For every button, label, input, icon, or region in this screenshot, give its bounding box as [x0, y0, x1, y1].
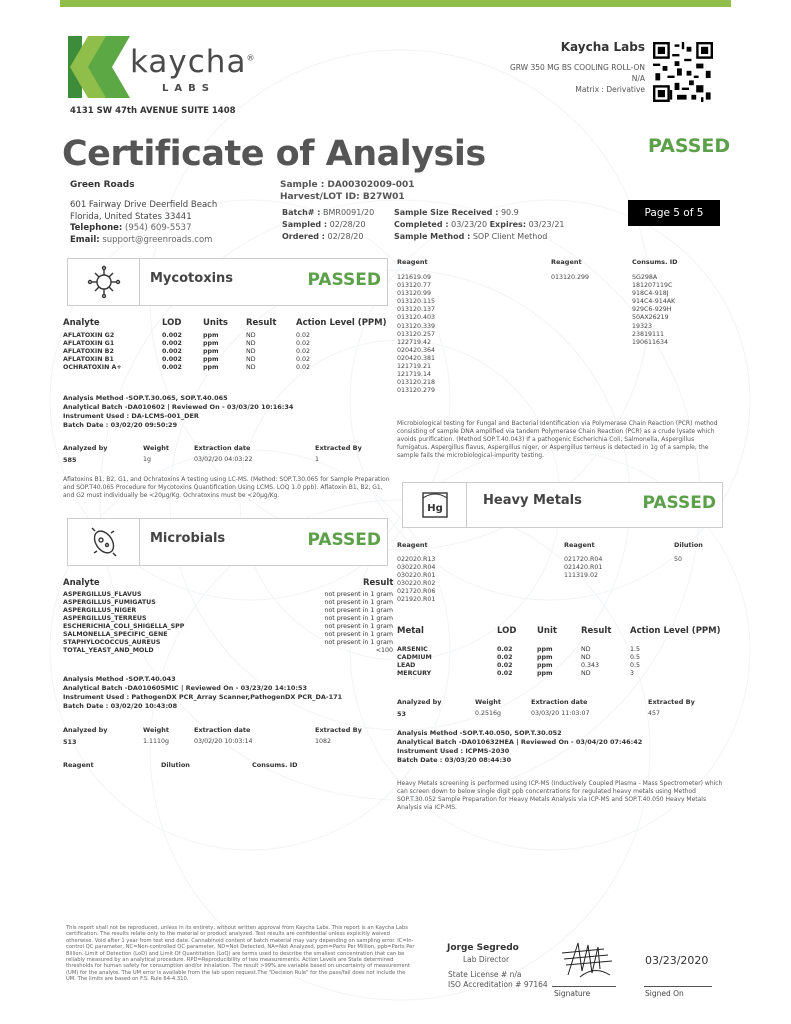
director-license: State License # n/a ISO Accreditation # 97164: [448, 970, 548, 989]
hm-header-unit: Unit: [537, 626, 557, 636]
hm-reagent-header: Reagent: [397, 541, 428, 549]
myco-header-lod: LOD: [162, 318, 182, 328]
top-accent-bar: [60, 0, 731, 7]
table-row: ASPERGILLUS_FUMIGATUS not present in 1 gram: [63, 599, 393, 606]
micro-consums-label: Consums. ID: [252, 761, 298, 769]
heavy-metals-icon-cell: [403, 483, 467, 527]
hm-header-lod: LOD: [497, 626, 517, 636]
kaycha-logo-icon: [68, 36, 130, 98]
client-address-2: Florida, United States 33441: [70, 211, 192, 222]
table-row: ASPERGILLUS_NIGER not present in 1 gram: [63, 607, 393, 614]
qr-code-icon[interactable]: [653, 42, 713, 102]
heavy-metals-table: [397, 646, 727, 678]
myco-header-action: Action Level (PPM): [296, 318, 387, 328]
table-row: SALMONELLA_SPECIFIC_GENE not present in 1 gram: [63, 631, 393, 638]
signature-line: [552, 986, 616, 987]
microbials-meta: Analysis Method -SOP.T.40.043 Analytical Batch -DA010605MIC | Reviewed On - 03/23/20 14:10:53 Instrument Used : PathogenDX PCR_Array Scanner,PathogenDX PCR_DA-171 Batch Date : 03/02/20 10:43:08: [63, 675, 343, 710]
heavy-metals-meta: Analysis Method -SOP.T.40.050, SOP.T.30.052 Analytical Batch -DA010632HEA | Reviewed On - 03/04/20 07:46:42 Instrument Used : ICPMS-2030 Batch Date : 03/03/20 08:44:30: [397, 729, 643, 764]
reagent-list: 121619.09 013120.77 013120.99 013120.115 013120.137 013120.403 013120.339 013120.257 122719.42 020420.364 020420.381 121719.21 121719.14 013120.218 013120.279: [397, 274, 436, 395]
mycotoxins-meta: Analysis Method -SOP.T.30.065, SOP.T.40.065 Analytical Batch -DA010602 | Reviewed On - 03/03/20 10:16:34 Instrument Used : DA-LCMS-001_DER Batch Date : 03/02/20 09:50:29: [63, 394, 294, 429]
mycotoxins-note: Aflatoxins B1, B2, G1, and Ochratoxins A testing using LC-MS. (Method: SOP.T.30.065 for Sample Preparation and SOP.T40.065 Procedure for Mycotoxins Quantification Using LCMS. LOQ 1.0 ppb). Aflatoxin B1, B2, G1, and G2 must individually be <20μg/Kg. Ochratoxins must be <20μg/Kg.: [63, 476, 390, 499]
consums-list: SG298A 181207119C 918C4-918J 914C4-914AK 929C6-929H 50AX26219 19323 23819111 190611634: [632, 274, 676, 346]
sample-id: Sample : DA00302009-001: [280, 180, 415, 190]
signed-date: 03/23/2020: [645, 954, 709, 967]
client-address-1: 601 Fairway Drive Deerfield Beach: [70, 200, 218, 210]
microbials-title: Microbials: [150, 531, 226, 546]
lab-address: 4131 SW 47th AVENUE SUITE 1408: [70, 106, 236, 116]
client-telephone: Telephone: (954) 609-5537: [70, 223, 192, 233]
svg-text:Hg: Hg: [426, 503, 443, 514]
myco-header-result: Result: [246, 318, 277, 328]
table-row: STAPHYLOCOCCUS_AUREUS not present in 1 gram: [63, 639, 393, 646]
footer-disclaimer: This report shall not be reproduced, unless in its entirety, without written approval from Kaycha Labs. This report is an Kaycha Labs certification. The results relate only to the material or product analyzed. Test results are confidential unless explicitly waived otherwise. Void after 1 year from test end date. Cannabinoid content of batch material may vary depending on sampling error. IC=In-control QC parameter, NC=Non-controlled QC parameter, ND=Not Detected, NA=Not Analyzed, ppm=Parts Per Million, ppb=Parts Per Billion. Limit of Detection (LoD) and Limit Of Quantitation (LoQ) are terms used to describe the smallest concentration that can be reliably measured by an analytical procedure. RPD=Reproducibility of two measurements. Action Levels are State determined thresholds for human safety for consumption and/or inhalation. The result >99% are variable based on uncertainty of measurement (UM) for the analyte. The UM error is available from the lab upon request.The "Decision Rule" for the pass/fail does not include the UM. The limits are based on F.S. Rule 64-4.310.: [66, 925, 415, 983]
mycotoxins-panel: [67, 258, 388, 306]
heavy-metals-panel: [402, 482, 723, 528]
microbials-status: PASSED: [307, 530, 381, 550]
table-row: TOTAL_YEAST_AND_MOLD <100: [63, 647, 393, 654]
logo-wordmark: kaycha®: [130, 44, 256, 80]
table-row: OCHRATOXIN A+ 0.002 ppm ND 0.02: [63, 364, 311, 371]
heavy-metals-note: Heavy Metals screening is performed using ICP-MS (Inductively Coupled Plasma - Mass Spectrometer) which can screen down to below single digit ppb concentrations for regulated heavy metals using Method SOP.T.30.052 Sample Preparation for Heavy Metals Analysis via ICP-MS and SOP.T.40.050 Heavy Metals Analysis via ICP-MS.: [397, 780, 723, 811]
hm-dilution-header: Dilution: [674, 541, 703, 549]
hm-reagent-list: 022020.R13 030220.R04 030220.R01 030220.R02 021720.R06 021920.R01: [397, 556, 436, 604]
table-row: ESCHERICHIA_COLI_SHIGELLA_SPP not present in 1 gram: [63, 623, 393, 630]
mycotoxins-icon-cell: [68, 259, 140, 305]
sample-details: Sample Size Received : 90.9 Completed : 03/23/20 Expires: 03/23/21 Sample Method : SOP Client Method: [394, 208, 565, 241]
logo-labs: LABS: [162, 83, 215, 94]
table-row: AFLATOXIN G2 0.002 ppm ND 0.02: [63, 332, 311, 339]
hm-reagent2-header: Reagent: [564, 541, 595, 549]
product-na: N/A: [631, 74, 645, 83]
sample-info: [280, 180, 415, 203]
table-row: AFLATOXIN G1 0.002 ppm ND 0.02: [63, 340, 311, 347]
microbials-panel: [67, 518, 388, 566]
table-row: MERCURY 0.02 ppm ND 3: [397, 670, 635, 677]
overall-status-badge: PASSED: [648, 135, 731, 157]
hm-dilution-value: 50: [674, 556, 683, 563]
sample-dates: Batch# : BMR0091/20 Sampled : 02/28/20 Ordered : 02/28/20: [282, 208, 375, 241]
virus-icon: [87, 265, 121, 299]
reagent-header: Reagent: [397, 258, 428, 266]
microbe-icon: [87, 525, 121, 559]
director-name: Jorge Segredo: [447, 943, 519, 953]
heavy-metals-title: Heavy Metals: [483, 493, 582, 508]
reagent2-header: Reagent: [551, 258, 582, 266]
hm-header-action: Action Level (PPM): [630, 626, 721, 636]
consums-header: Consums. ID: [632, 258, 678, 266]
table-row: AFLATOXIN B2 0.002 ppm ND 0.02: [63, 348, 311, 355]
microbials-table: [63, 591, 393, 655]
lab-name: Kaycha Labs: [560, 40, 645, 54]
microbials-icon-cell: [68, 519, 140, 565]
microbial-method-note: Microbiological testing for Fungal and Bacterial Identification via Polymerase Chain Reaction (PCR) method consisting of sample DNA amplified via tandem Polymerase Chain Reaction (PCR) as a crude lysate which avoids purification. (Method SOP.T.40.043) If a pathogenic Escherichia Coli, Salmonella, Aspergillus fumigatus, Aspergillus flavus, Aspergillus niger, or Aspergillus terreus is detected in 1g of a sample, the sample fails the microbiological-impurity testing.: [397, 420, 718, 459]
table-row: ARSENIC 0.02 ppm ND 1.5: [397, 646, 641, 653]
mycotoxins-status: PASSED: [307, 270, 381, 290]
table-row: ASPERGILLUS_FLAVUS not present in 1 gram: [63, 591, 393, 598]
product-matrix: Matrix : Derivative: [575, 85, 645, 94]
signature-label: Signature: [554, 989, 591, 998]
heavy-metals-status: PASSED: [642, 493, 716, 513]
micro-reagent-label: Reagent: [63, 761, 94, 769]
signed-on-label: Signed On: [645, 989, 684, 998]
micro-dilution-label: Dilution: [161, 761, 190, 769]
harvest-lot-id: Harvest/LOT ID: B27W01: [280, 191, 405, 202]
mycotoxins-table: [63, 332, 383, 372]
client-info: [70, 200, 217, 246]
hm-reagent2-list: 021720.R04 021420.R01 111319.02: [564, 556, 603, 580]
micro-header-analyte: Analyte: [63, 578, 100, 588]
product-name: GRW 350 MG BS COOLING ROLL-ON: [509, 63, 645, 72]
signature-image: [560, 935, 624, 983]
table-row: ASPERGILLUS_TERREUS not present in 1 gram: [63, 615, 393, 622]
client-name: Green Roads: [70, 180, 135, 190]
myco-header-analyte: Analyte: [63, 318, 100, 328]
table-row: CADMIUM 0.02 ppm ND 0.5: [397, 654, 641, 661]
table-row: AFLATOXIN B1 0.002 ppm ND 0.02: [63, 356, 311, 363]
director-title: Lab Director: [463, 955, 510, 964]
page-indicator: Page 5 of 5: [628, 200, 720, 226]
table-row: LEAD 0.02 ppm 0.343 0.5: [397, 662, 641, 669]
signed-on-line: [644, 986, 712, 987]
myco-header-units: Units: [203, 318, 228, 328]
reagent2-value: 013120.299: [551, 274, 590, 281]
hm-header-result: Result: [581, 626, 612, 636]
hm-header-metal: Metal: [397, 626, 424, 636]
client-email: Email: support@greenroads.com: [70, 234, 213, 245]
page-title: Certificate of Analysis: [62, 134, 486, 174]
product-info: [510, 62, 645, 95]
mycotoxins-title: Mycotoxins: [150, 271, 234, 286]
mercury-element-icon: [419, 490, 451, 520]
micro-header-result: Result: [363, 578, 394, 588]
